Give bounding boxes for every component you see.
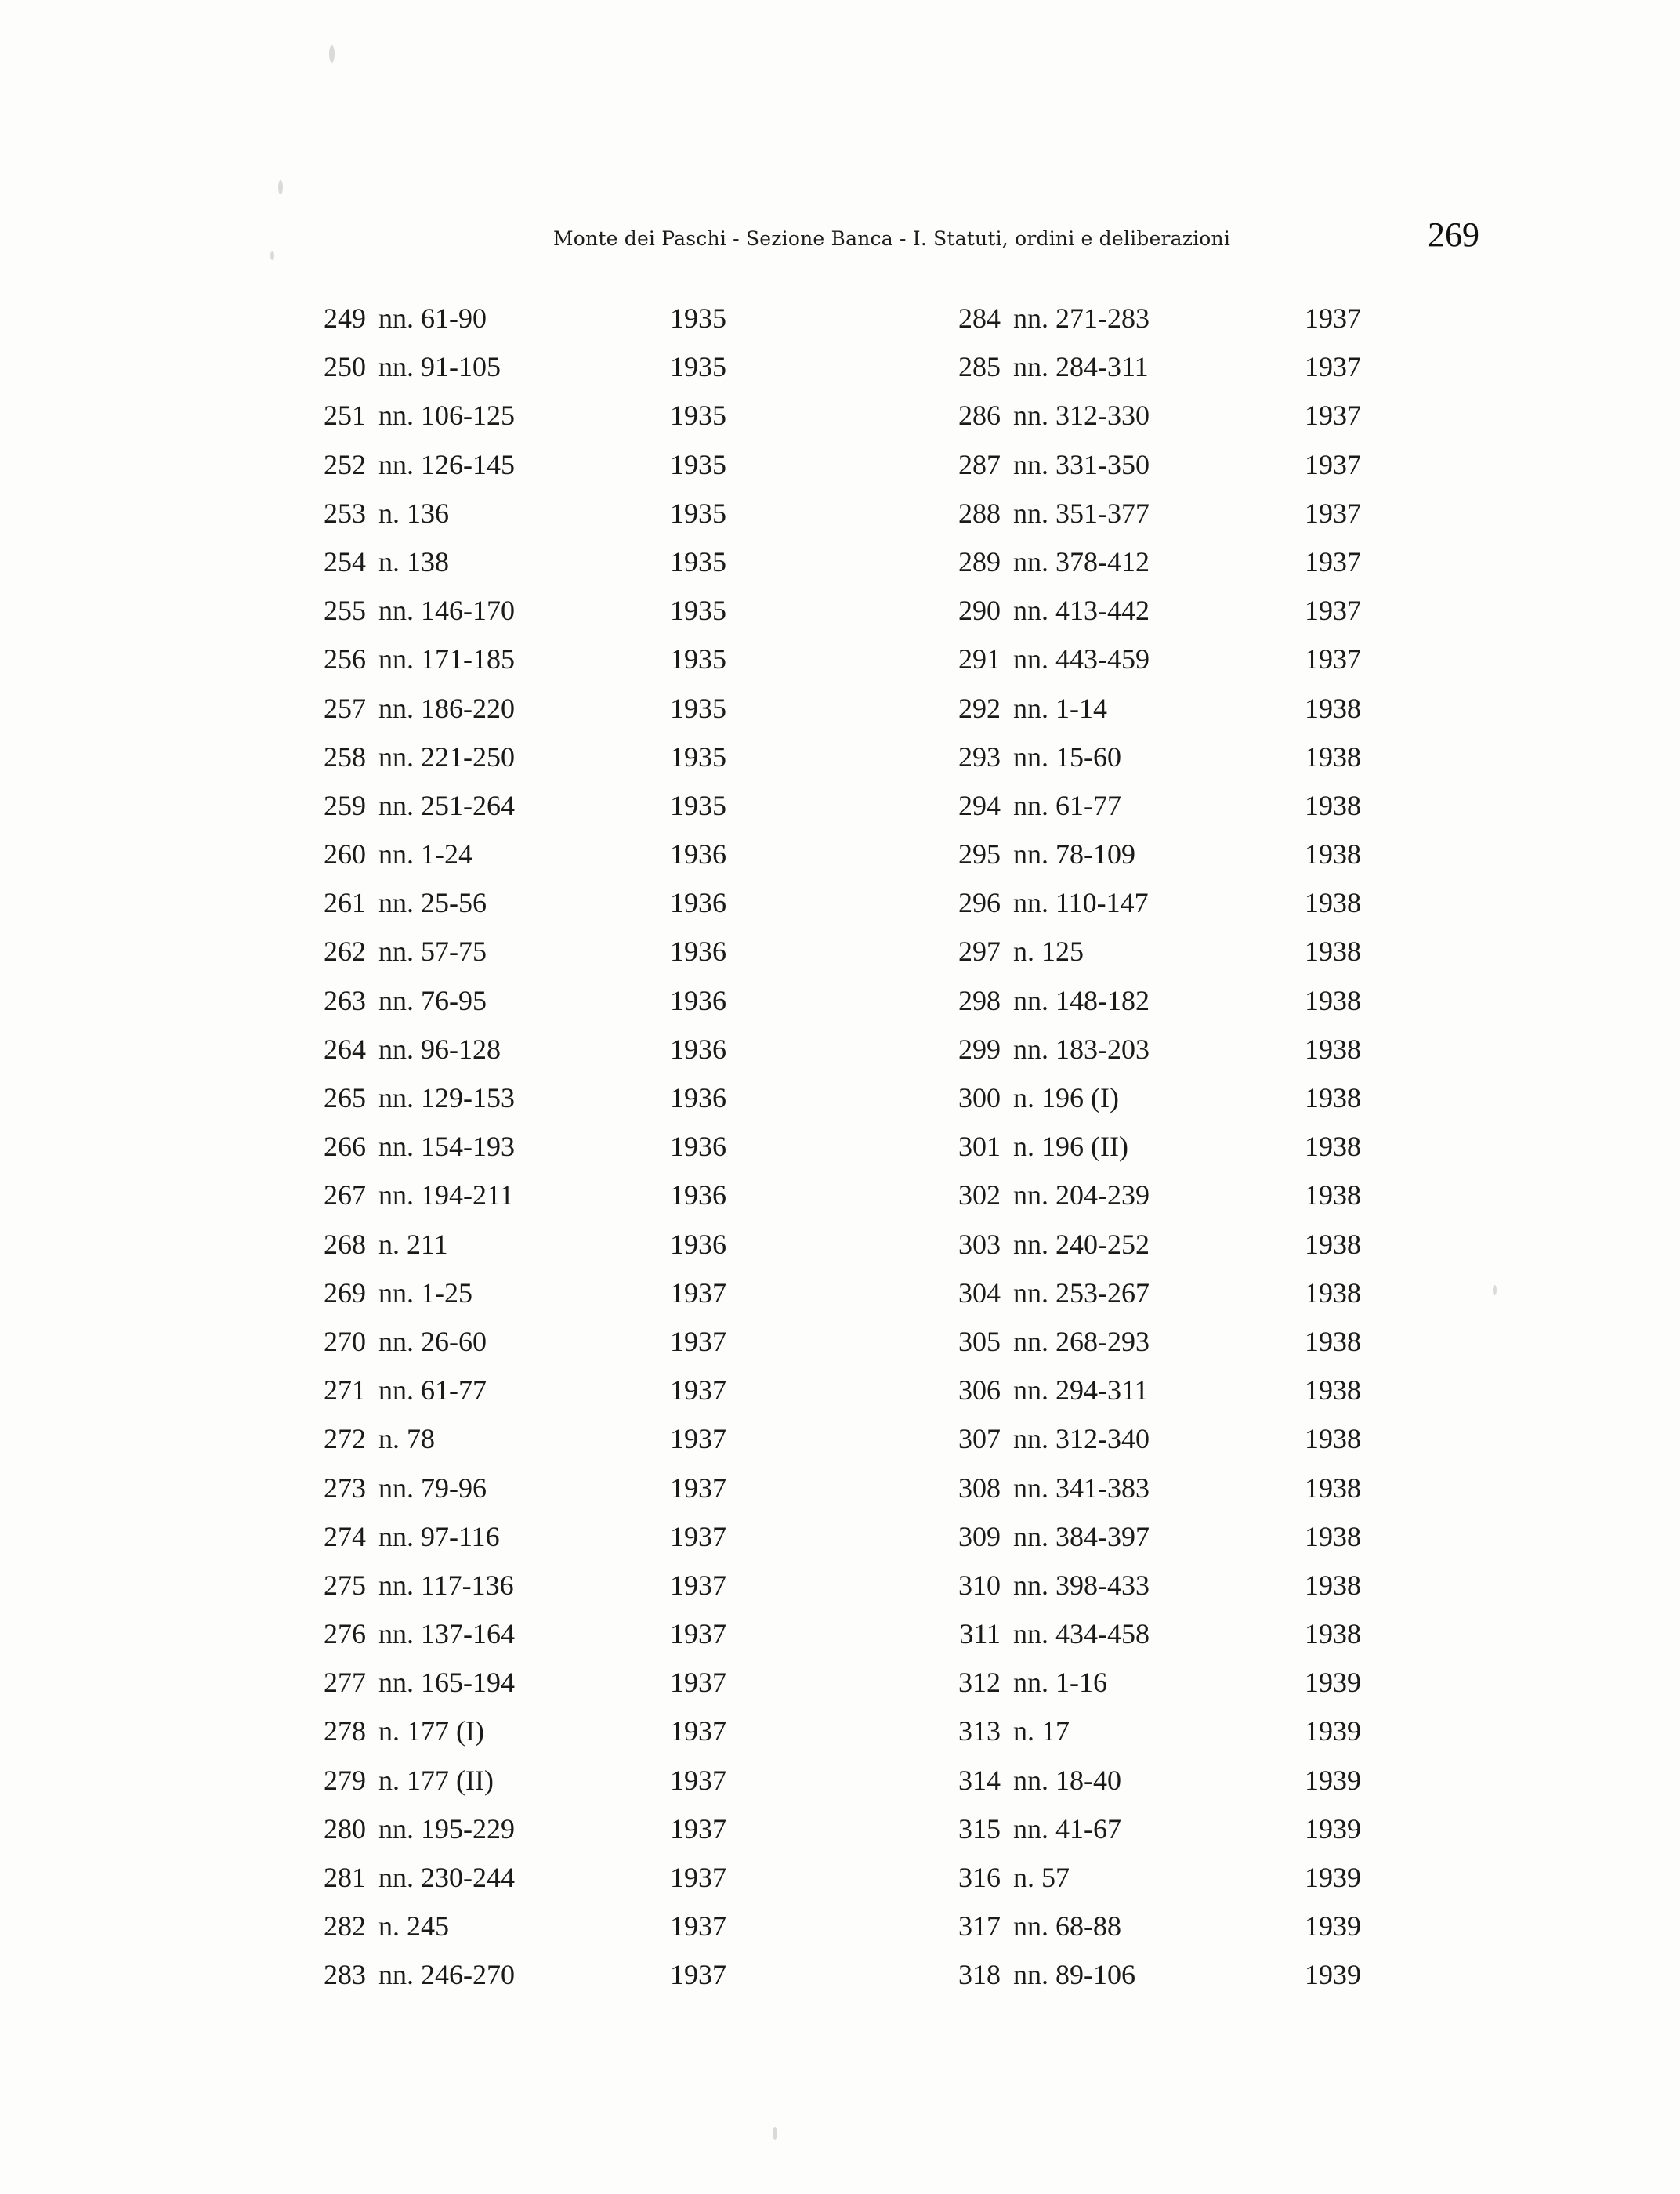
entry-number: 312 [958,1667,1001,1699]
entry-year: 1937 [670,1569,726,1601]
entry-year: 1938 [1305,1520,1361,1552]
entry-description: nn. 1-14 [1013,692,1107,724]
entry-description: nn. 186-220 [378,692,515,724]
entry-number: 252 [324,448,366,480]
entry-description: nn. 183-203 [1013,1033,1150,1065]
entry-number: 279 [324,1764,366,1796]
entry-year: 1937 [670,1959,726,1991]
entry-description: nn. 413-442 [1013,595,1150,627]
entry-number: 285 [958,351,1001,383]
entry-number: 260 [324,838,366,871]
entry-number: 302 [958,1179,1001,1211]
entry-year: 1937 [1305,497,1361,529]
entry-number: 257 [324,692,366,724]
entry-year: 1938 [1305,1618,1361,1650]
entry-description: nn. 18-40 [1013,1764,1121,1796]
entry-year: 1937 [670,1423,726,1455]
entry-number: 294 [958,789,1001,821]
entry-number: 253 [324,497,366,529]
entry-year: 1937 [1305,595,1361,627]
entry-number: 250 [324,351,366,383]
entry-year: 1938 [1305,1325,1361,1357]
entry-description: nn. 26-60 [378,1325,487,1357]
entry-description: nn. 106-125 [378,400,515,432]
entry-year: 1935 [670,789,726,821]
entry-year: 1938 [1305,1033,1361,1065]
entry-description: n. 125 [1013,936,1084,968]
entry-number: 269 [324,1276,366,1309]
entry-description: n. 211 [378,1228,448,1260]
entry-description: nn. 117-136 [378,1569,514,1601]
entry-description: nn. 137-164 [378,1618,515,1650]
entry-description: nn. 171-185 [378,643,515,675]
entry-number: 262 [324,936,366,968]
entry-year: 1935 [670,351,726,383]
entry-description: nn. 165-194 [378,1667,515,1699]
entry-description: nn. 195-229 [378,1812,515,1845]
entry-year: 1935 [670,740,726,773]
scan-speck [278,180,283,194]
entry-description: n. 57 [1013,1862,1070,1893]
entry-description: n. 196 (II) [1013,1131,1128,1163]
entry-number: 270 [324,1325,366,1357]
entry-description: nn. 1-25 [378,1276,472,1309]
entry-year: 1937 [670,1472,726,1504]
entry-year: 1937 [1305,448,1361,480]
scan-speck [773,2127,777,2140]
entry-number: 278 [324,1715,366,1747]
entry-number: 266 [324,1131,366,1163]
entry-number: 303 [958,1228,1001,1260]
entry-number: 251 [324,400,366,432]
entry-description: nn. 284-311 [1013,351,1149,383]
entry-number: 307 [958,1423,1001,1455]
entry-description: nn. 1-24 [378,838,472,871]
running-head: Monte dei Paschi - Sezione Banca - I. Statuti, ordini e deliberazioni [553,227,1231,250]
entry-number: 255 [324,595,366,627]
entry-year: 1937 [1305,302,1361,334]
entry-description: nn. 351-377 [1013,497,1150,529]
entry-number: 258 [324,740,366,773]
entry-year: 1938 [1305,740,1361,773]
entry-number: 254 [324,545,366,577]
entry-year: 1937 [670,1520,726,1552]
entry-number: 301 [958,1131,1001,1163]
entry-year: 1938 [1305,1179,1361,1211]
entry-number: 273 [324,1472,366,1504]
entry-description: nn. 78-109 [1013,838,1135,871]
entry-number: 287 [958,448,1001,480]
entry-description: nn. 79-96 [378,1472,487,1504]
entry-number: 315 [958,1812,1001,1845]
entry-number: 311 [959,1618,1001,1650]
entry-number: 268 [324,1228,366,1260]
entry-number: 291 [958,643,1001,675]
entry-description: nn. 91-105 [378,351,501,383]
entry-number: 271 [324,1374,366,1407]
entry-year: 1937 [1305,545,1361,577]
entry-number: 306 [958,1374,1001,1407]
entry-year: 1938 [1305,887,1361,919]
entry-description: nn. 97-116 [378,1520,500,1552]
entry-number: 275 [324,1569,366,1601]
entry-number: 277 [324,1667,366,1699]
entry-number: 288 [958,497,1001,529]
entry-number: 290 [958,595,1001,627]
entry-year: 1935 [670,448,726,480]
entry-year: 1938 [1305,1228,1361,1260]
entry-description: nn. 61-77 [378,1374,487,1407]
entry-number: 265 [324,1082,366,1113]
entry-number: 256 [324,643,366,675]
entry-number: 305 [958,1325,1001,1357]
entry-description: nn. 194-211 [378,1179,514,1211]
entry-number: 317 [958,1910,1001,1942]
entry-year: 1937 [670,1374,726,1407]
entry-year: 1938 [1305,1276,1361,1309]
entry-year: 1936 [670,887,726,919]
entry-year: 1936 [670,984,726,1016]
entry-description: n. 245 [378,1910,449,1942]
entry-description: nn. 294-311 [1013,1374,1149,1407]
entry-number: 259 [324,789,366,821]
entry-number: 282 [324,1910,366,1942]
entry-year: 1936 [670,1082,726,1113]
entry-year: 1938 [1305,1082,1361,1113]
entry-description: nn. 240-252 [1013,1228,1150,1260]
entry-description: n. 17 [1013,1715,1070,1747]
entry-description: nn. 312-340 [1013,1423,1150,1455]
entry-description: nn. 61-90 [378,302,487,334]
entry-description: n. 138 [378,545,449,577]
entry-description: nn. 398-433 [1013,1569,1150,1601]
entry-year: 1935 [670,545,726,577]
entry-year: 1939 [1305,1715,1361,1747]
entry-description: nn. 154-193 [378,1131,515,1163]
entry-year: 1938 [1305,1472,1361,1504]
scan-speck [270,251,274,260]
entry-description: n. 136 [378,497,449,529]
entry-number: 261 [324,887,366,919]
entry-year: 1937 [1305,351,1361,383]
entry-number: 281 [324,1862,366,1893]
entry-description: nn. 15-60 [1013,740,1121,773]
entry-year: 1935 [670,595,726,627]
entry-description: nn. 312-330 [1013,400,1150,432]
page-number: 269 [1428,215,1479,254]
entry-year: 1937 [1305,400,1361,432]
entry-year: 1938 [1305,984,1361,1016]
entry-number: 308 [958,1472,1001,1504]
entry-description: n. 78 [378,1423,435,1455]
entry-number: 300 [958,1082,1001,1113]
entry-year: 1938 [1305,838,1361,871]
entry-year: 1937 [670,1325,726,1357]
entry-description: nn. 76-95 [378,984,487,1016]
entry-description: nn. 61-77 [1013,789,1121,821]
entry-year: 1939 [1305,1910,1361,1942]
entry-number: 309 [958,1520,1001,1552]
entry-year: 1939 [1305,1667,1361,1699]
entry-number: 297 [958,936,1001,968]
scan-speck [1493,1285,1497,1295]
entry-year: 1938 [1305,789,1361,821]
entry-description: nn. 384-397 [1013,1520,1150,1552]
entry-number: 304 [958,1276,1001,1309]
entry-year: 1937 [1305,643,1361,675]
entry-description: nn. 1-16 [1013,1667,1107,1699]
entry-description: nn. 148-182 [1013,984,1150,1016]
entry-year: 1938 [1305,1423,1361,1455]
entry-year: 1938 [1305,936,1361,968]
entry-number: 310 [958,1569,1001,1601]
entry-description: n. 177 (I) [378,1715,484,1747]
entry-description: nn. 129-153 [378,1082,515,1113]
entry-year: 1937 [670,1812,726,1845]
entry-year: 1938 [1305,692,1361,724]
entry-description: nn. 204-239 [1013,1179,1150,1211]
entry-number: 296 [958,887,1001,919]
entry-year: 1935 [670,692,726,724]
entry-number: 264 [324,1033,366,1065]
entry-description: nn. 57-75 [378,936,487,968]
entry-description: nn. 246-270 [378,1959,515,1991]
entry-year: 1937 [670,1276,726,1309]
entry-number: 313 [958,1715,1001,1747]
entry-year: 1939 [1305,1764,1361,1796]
entry-year: 1936 [670,1131,726,1163]
entry-description: nn. 41-67 [1013,1812,1121,1845]
entry-number: 299 [958,1033,1001,1065]
entry-year: 1939 [1305,1959,1361,1991]
entry-number: 314 [958,1764,1001,1796]
entry-description: nn. 110-147 [1013,887,1149,919]
entry-year: 1936 [670,1033,726,1065]
entry-number: 292 [958,692,1001,724]
entry-description: nn. 434-458 [1013,1618,1150,1650]
entry-year: 1937 [670,1764,726,1796]
entry-description: nn. 378-412 [1013,545,1150,577]
entry-number: 318 [958,1959,1001,1991]
entry-number: 283 [324,1959,366,1991]
entry-description: nn. 221-250 [378,740,515,773]
entry-description: nn. 253-267 [1013,1276,1150,1309]
entry-description: nn. 68-88 [1013,1910,1121,1942]
entry-year: 1935 [670,400,726,432]
entry-number: 284 [958,302,1001,334]
entry-number: 293 [958,740,1001,773]
entry-number: 267 [324,1179,366,1211]
entry-description: nn. 146-170 [378,595,515,627]
entry-description: nn. 341-383 [1013,1472,1150,1504]
entry-description: n. 196 (I) [1013,1082,1119,1113]
entry-number: 263 [324,984,366,1016]
entry-number: 286 [958,400,1001,432]
entry-number: 272 [324,1423,366,1455]
entry-year: 1937 [670,1715,726,1747]
entry-description: nn. 268-293 [1013,1325,1150,1357]
entry-year: 1937 [670,1862,726,1893]
entry-number: 289 [958,545,1001,577]
entry-description: n. 177 (II) [378,1764,494,1796]
entry-description: nn. 251-264 [378,789,515,821]
entry-year: 1936 [670,838,726,871]
entry-year: 1939 [1305,1862,1361,1893]
entry-year: 1936 [670,1228,726,1260]
entry-year: 1938 [1305,1374,1361,1407]
entry-year: 1937 [670,1667,726,1699]
entry-number: 295 [958,838,1001,871]
entry-year: 1938 [1305,1569,1361,1601]
entry-description: nn. 443-459 [1013,643,1150,675]
entry-description: nn. 25-56 [378,887,487,919]
entry-number: 249 [324,302,366,334]
entry-year: 1937 [670,1910,726,1942]
entry-description: nn. 96-128 [378,1033,501,1065]
entry-year: 1935 [670,497,726,529]
entry-description: nn. 271-283 [1013,302,1150,334]
entry-number: 316 [958,1862,1001,1893]
entry-description: nn. 230-244 [378,1862,515,1893]
entry-year: 1935 [670,302,726,334]
entry-year: 1936 [670,936,726,968]
entry-year: 1935 [670,643,726,675]
entry-description: nn. 89-106 [1013,1959,1135,1991]
entry-year: 1938 [1305,1131,1361,1163]
entry-description: nn. 331-350 [1013,448,1150,480]
entry-year: 1939 [1305,1812,1361,1845]
entry-number: 280 [324,1812,366,1845]
entry-number: 298 [958,984,1001,1016]
scan-speck [329,45,335,63]
entry-number: 276 [324,1618,366,1650]
entry-year: 1937 [670,1618,726,1650]
entry-number: 274 [324,1520,366,1552]
entry-year: 1936 [670,1179,726,1211]
entry-description: nn. 126-145 [378,448,515,480]
